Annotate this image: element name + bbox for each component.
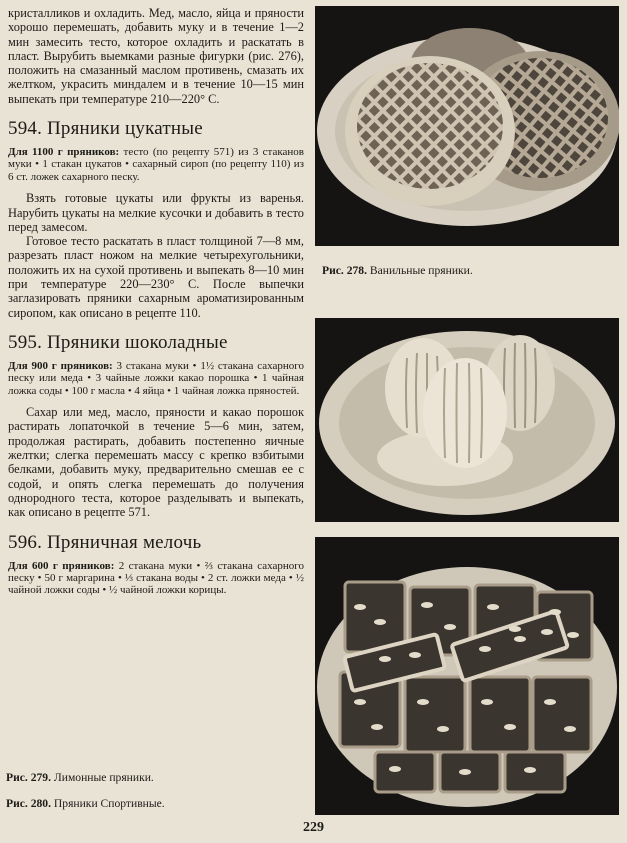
caption-label: Рис. 280.	[6, 797, 51, 810]
sport-gingerbread-illustration	[315, 537, 619, 815]
paragraph: Взять готовые цукаты или фрукты из варенья. Нарубить цукаты на мелкие кусочки и добавить в тесто перед замесом.	[8, 191, 304, 234]
text-column	[8, 6, 304, 605]
ingredients-text: тесто (по рецепту 571) из 3 стаканов муки • 1 стакан цукатов • сахарный сироп (по рецепту 110) из 6 ст. ложек сахарного песку.	[8, 146, 305, 183]
caption-text: Пряники Спортивные.	[51, 797, 165, 810]
figure-279-image	[315, 318, 619, 522]
vanilla-gingerbread-illustration	[315, 6, 619, 246]
ingredients-text: 2 стакана муки • ⅔ стакана сахарного песку • 50 г маргарина • ⅓ стакана воды • 2 ст. ложки меда • ½ чайной ложки соды • ½ чайной ложки корицы.	[8, 559, 305, 597]
ingredients-text: 3 стакана муки • 1½ стакана сахарного песку или меда • 3 чайные ложки какао порошка • 1 чайная ложка соды • 100 г масла • 4 яйца • 1 чайная ложка пряностей.	[8, 359, 304, 397]
paragraph: Сахар или мед, масло, пряности и какао порошок растирать лопаточкой в течение 5—6 мин, затем, продолжая растирать, добавить постепенно яичные желтки; слегка перемешать массу с крепко взбитыми белками, добавить муку, предварительно смешав ее с содой, и опять слегка перемешать до получения однородного теста, которое разделывать и выпекать, как описано в рецепте 571.	[8, 405, 304, 520]
caption-label: Рис. 278.	[322, 264, 367, 277]
ingredients-label: Для 900 г пряников:	[8, 359, 113, 372]
intro-paragraph: кристалликов и охладить. Мед, масло, яйца и пряности хорошо перемешать, добавить муку и в течение 1—2 мин замесить тесто, которое охладить и раскатать в пласт. Вырубить выемками разные фигурки (рис. 276), положить на смазанный маслом противень, смазать их желтком, украсить миндалем и в течение 10—15 мин выпекать при температуре 210—220° С.	[8, 6, 304, 106]
ingredients-596	[8, 560, 304, 597]
caption-label: Рис. 279.	[6, 771, 51, 784]
ingredients-594	[8, 146, 304, 183]
paragraph: Готовое тесто раскатать в пласт толщиной 7—8 мм, разрезать пласт ножом на мелкие четырехугольники, положить их на сухой противень и выпекать 8—10 мин при температуре 220—230° С. После выпечки заглазировать пряники сахарным ароматизированным сиропом, как описано в рецепте 110.	[8, 234, 304, 320]
recipe-title-594: 594. Пряники цукатные	[8, 118, 203, 140]
recipe-title-596: 596. Пряничная мелочь	[8, 531, 202, 553]
caption-text: Ванильные пряники.	[367, 264, 473, 277]
figure-278-caption	[322, 264, 618, 278]
ingredients-595	[8, 360, 304, 397]
lemon-gingerbread-illustration	[315, 318, 619, 522]
ingredients-label: Для 1100 г пряников:	[8, 146, 120, 159]
figure-279-caption	[6, 771, 306, 785]
figure-280-caption	[6, 797, 306, 811]
ingredients-label: Для 600 г пряников:	[8, 559, 115, 572]
caption-text: Лимонные пряники.	[51, 771, 154, 784]
figure-278-image	[315, 6, 619, 246]
figure-280-image	[315, 537, 619, 815]
recipe-title-595: 595. Пряники шоколадные	[8, 331, 228, 353]
page-number: 229	[303, 820, 324, 835]
